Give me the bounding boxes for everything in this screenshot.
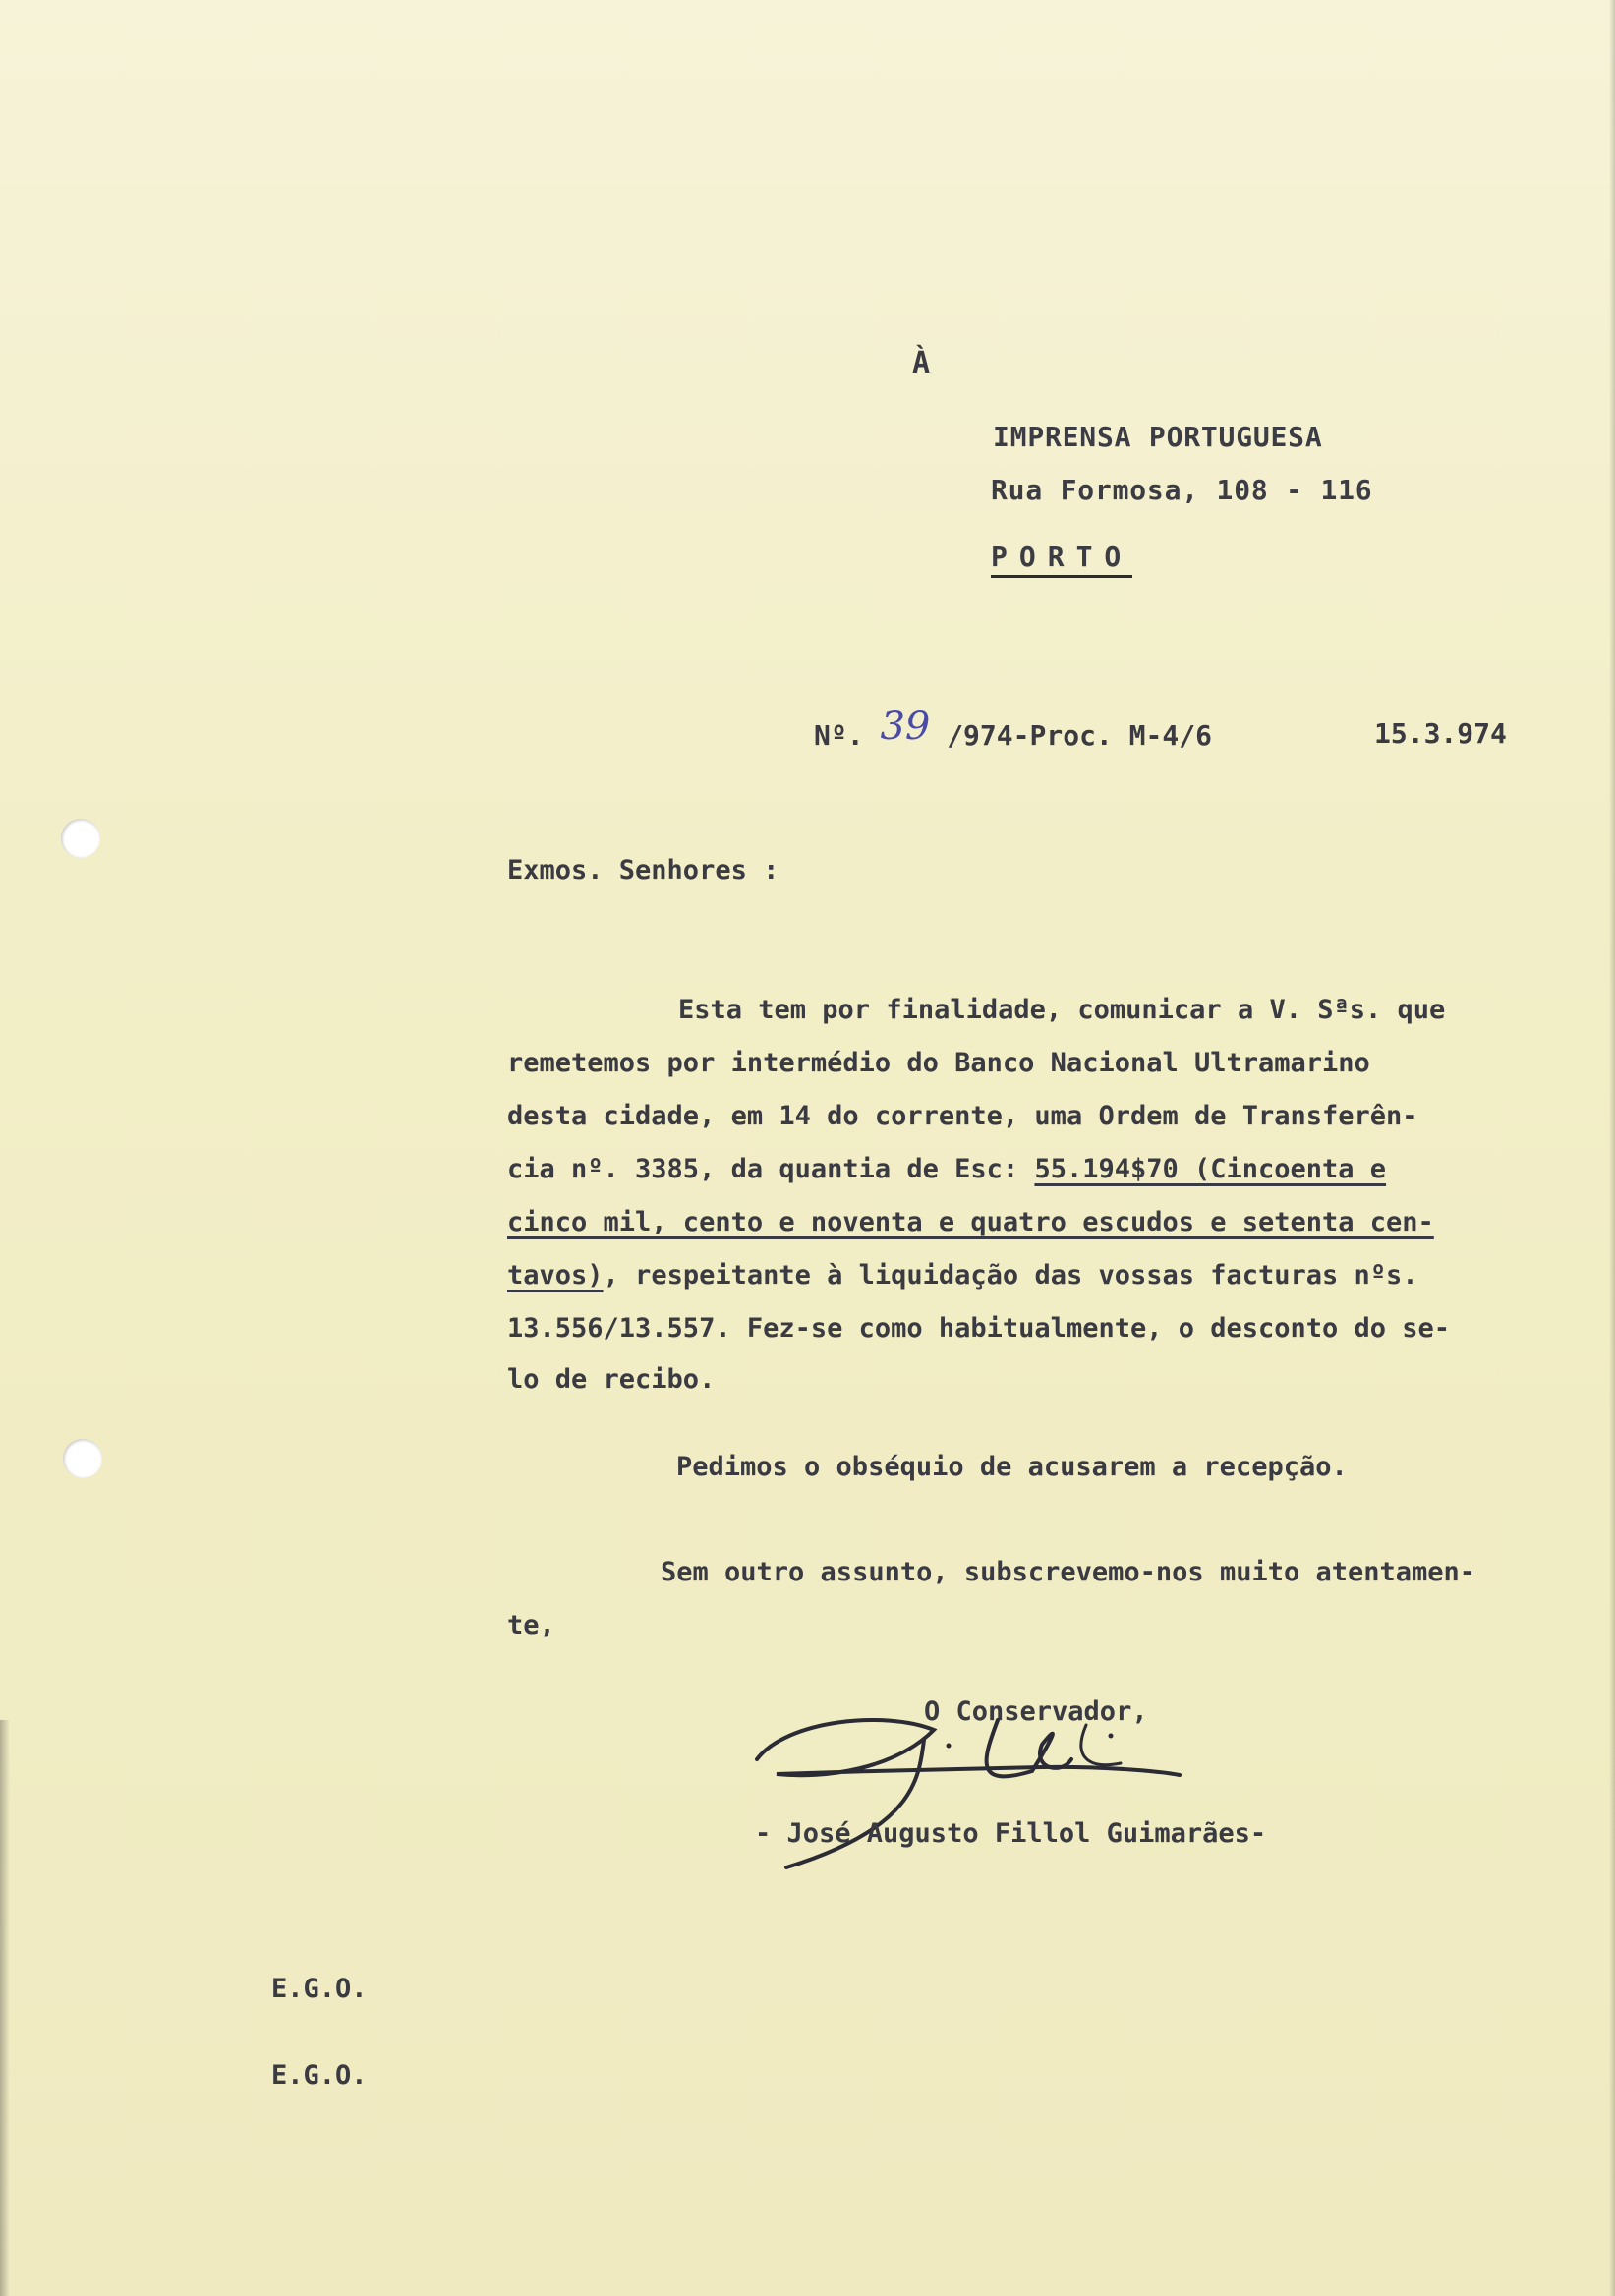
salutation-mark: À [912,346,931,380]
body-paragraph-2: Pedimos o obséquio de acusarem a recepção. [676,1452,1348,1482]
body-line-4 [507,1154,1386,1184]
paper-left-edge-shadow [0,1720,10,2296]
body-paragraph-3-line-1: Sem outro assunto, subscrevemo-nos muito atentamen- [661,1557,1476,1587]
recipient-street: Rua Formosa, 108 - 116 [991,474,1373,506]
transfer-amount: 55.194$70 (Cincoenta e [1034,1154,1387,1184]
body-line-1: Esta tem por finalidade, comunicar a V. Sªs. que [678,995,1446,1025]
punch-hole-top [61,819,100,858]
greeting: Exmos. Senhores : [507,855,779,886]
body-line-5: cinco mil, cento e noventa e quatro escudos e setenta cen- [507,1207,1434,1237]
signatory-name: - José Augusto Fillol Guimarães- [755,1818,1267,1849]
footer-initials-1: E.G.O. [271,1974,368,2004]
recipient-city: PORTO [991,541,1132,578]
closing-title: O Conservador, [924,1696,1148,1727]
reference-suffix: /974-Proc. M-4/6 [947,719,1212,752]
letter-date: 15.3.974 [1374,718,1507,750]
body-line-3: desta cidade, em 14 do corrente, uma Ordem de Transferên- [507,1101,1418,1131]
body-line-8: lo de recibo. [507,1364,716,1395]
recipient-company: IMPRENSA PORTUGUESA [993,421,1323,453]
body-line-6-underlined: tavos) [507,1260,604,1291]
body-line-7: 13.556/13.557. Fez-se como habitualmente, o desconto do se- [507,1313,1451,1344]
footer-initials-2: E.G.O. [271,2060,368,2091]
paper-right-edge [1609,0,1615,2296]
body-paragraph-3-line-2: te, [507,1610,555,1640]
reference-handwritten-number: 39 [880,704,931,749]
body-line-2: remetemos por intermédio do Banco Nacional Ultramarino [507,1048,1370,1078]
reference-line [814,704,1212,755]
handwritten-signature [747,1700,1209,1877]
body-line-6-rest: , respeitante à liquidação das vossas facturas nºs. [603,1260,1418,1291]
punch-hole-bottom [63,1439,102,1478]
body-line-4-prefix: cia nº. 3385, da quantia de Esc: [507,1154,1019,1184]
body-line-6 [507,1260,1418,1291]
reference-prefix: Nº. [814,719,864,752]
